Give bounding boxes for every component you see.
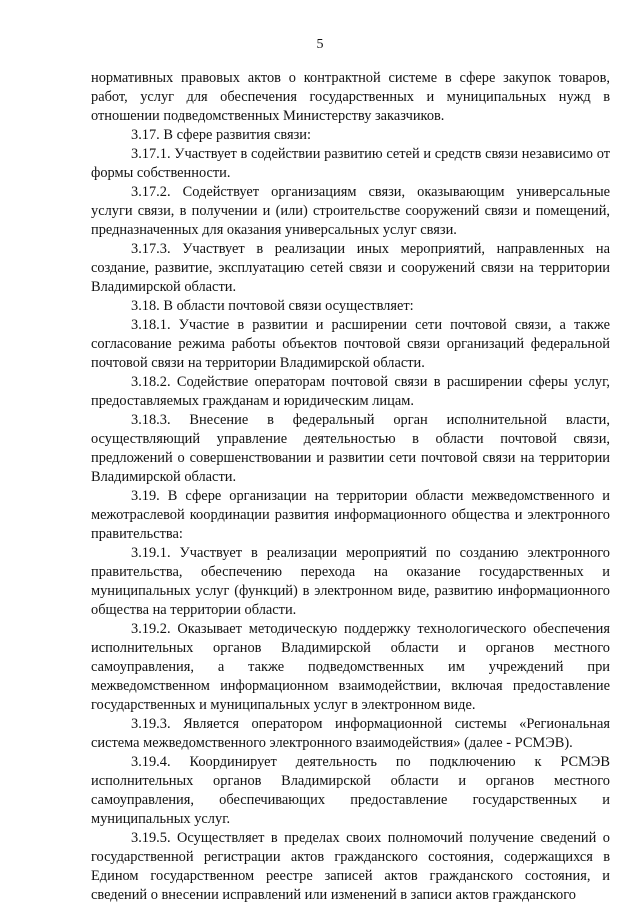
paragraph-3-18-3: 3.18.3. Внесение в федеральный орган исполнительной власти, осуществляющий управление деятельностью в области почтовой связи, предложений о совершенствовании и развитии сети почтовой связи на территории Владимирской области. [91,412,610,485]
paragraph-continuation: нормативных правовых актов о контрактной системе в сфере закупок товаров, работ, услуг для обеспечения государственных и муниципальных нужд в отношении подведомственных Министерству заказчиков. [91,70,610,124]
paragraph-3-17: 3.17. В сфере развития связи: [131,127,311,143]
paragraph-3-19-3: 3.19.3. Является оператором информационной системы «Региональная система межведомственного электронного взаимодействия» (далее - РСМЭВ). [91,716,610,751]
paragraph-3-19-1: 3.19.1. Участвует в реализации мероприятий по созданию электронного правительства, обеспечению перехода на оказание государственных и муниципальных услуг (функций) в электронном виде, развитию информационного общества на территории области. [91,545,610,618]
paragraph-3-17-3: 3.17.3. Участвует в реализации иных мероприятий, направленных на создание, развитие, эксплуатацию сетей связи и сооружений связи на территории Владимирской области. [91,241,610,295]
paragraph-3-19-5: 3.19.5. Осуществляет в пределах своих полномочий получение сведений о государственной регистрации актов гражданского состояния, содержащихся в Едином государственном реестре записей актов гражданского состояния, и сведений о внесении исправлений или изменений в записи актов гражданского [91,830,610,903]
paragraph-3-19-4: 3.19.4. Координирует деятельность по подключению к РСМЭВ исполнительных органов Владимирской области и органов местного самоуправления, обеспечивающих предоставление государственных и муниципальных услуг. [91,754,610,827]
paragraph-3-19: 3.19. В сфере организации на территории области межведомственного и межотраслевой координации развития информационного общества и электронного правительства: [91,488,610,542]
document-body [91,69,610,905]
paragraph-3-18-1: 3.18.1. Участие в развитии и расширении сети почтовой связи, а также согласование режима работы объектов почтовой связи организаций федеральной почтовой связи на территории Владимирской области. [91,317,610,371]
paragraph-3-19-2: 3.19.2. Оказывает методическую поддержку технологического обеспечения исполнительных органов Владимирской области и органов местного самоуправления, а также подведомственных им учреждений при межведомственном информационном взаимодействии, включая предоставление государственных и муниципальных услуг в электронном виде. [91,621,610,713]
page-number: 5 [316,37,324,52]
paragraph-3-17-1: 3.17.1. Участвует в содействии развитию сетей и средств связи независимо от формы собственности. [91,146,610,181]
paragraph-3-18: 3.18. В области почтовой связи осуществляет: [131,298,414,314]
paragraph-3-17-2: 3.17.2. Содействует организациям связи, оказывающим универсальные услуги связи, в получении и (или) строительстве сооружений связи и помещений, предназначенных для оказания универсальных услуг связи. [91,184,610,238]
paragraph-3-18-2: 3.18.2. Содействие операторам почтовой связи в расширении сферы услуг, предоставляемых гражданам и юридическим лицам. [91,374,610,409]
